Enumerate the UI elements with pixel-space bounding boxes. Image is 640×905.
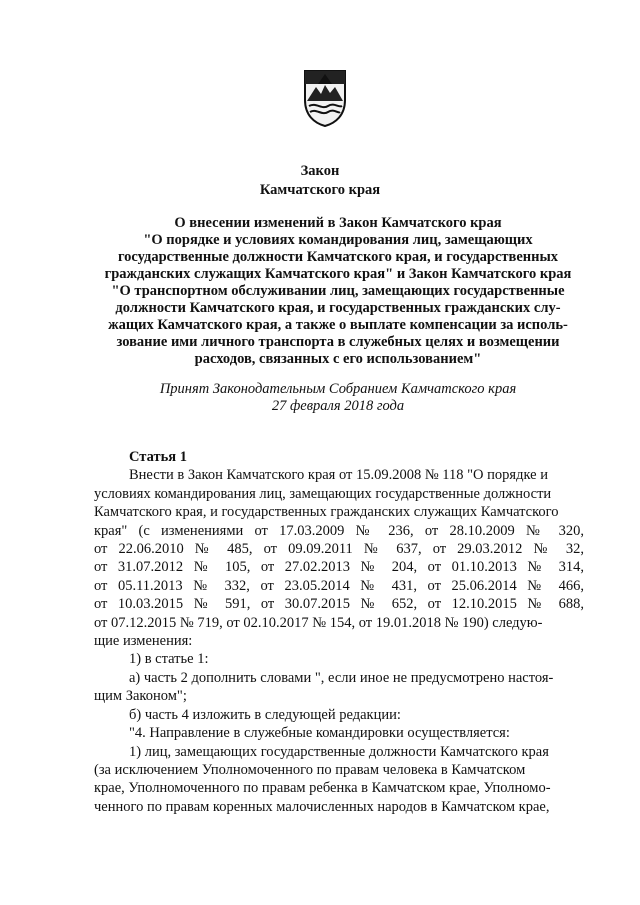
law-title-block (0, 162, 640, 200)
item-1a-line: щим Законом"; (94, 688, 187, 705)
item-1a (94, 669, 584, 706)
intro-line: края" (с изменениями от 17.03.2009 № 236, от 28.10.2009 № 320, (94, 522, 584, 539)
coat-of-arms-emblem (302, 68, 348, 128)
intro-line: от 05.11.2013 № 332, от 23.05.2014 № 431, от 25.06.2014 № 466, (94, 577, 584, 594)
intro-line: щие изменения: (94, 633, 193, 650)
intro-line: Камчатского края, и государственных гражданских служащих Камчатского (94, 504, 559, 521)
subject-line: жащих Камчатского края, а также о выплате компенсации за исполь- (108, 317, 568, 333)
quote-item-1 (94, 743, 584, 817)
adopted-by: Принят Законодательным Собранием Камчатского края (159, 381, 517, 397)
quote-line: 1) лиц, замещающих государственные должности Камчатского края (129, 743, 549, 760)
subject-line: должности Камчатского края, и государственных гражданских слу- (115, 300, 561, 316)
subject-line: "О порядке и условиях командирования лиц, замещающих (143, 232, 533, 248)
subject-line: расходов, связанных с его использованием" (194, 351, 482, 367)
subject-line: "О транспортном обслуживании лиц, замещающих государственные (111, 283, 565, 299)
subject-line: гражданских служащих Камчатского края" и Закон Камчатского края (104, 266, 572, 282)
law-title: Закон (300, 163, 340, 179)
adoption-note (86, 381, 590, 415)
intro-line: от 10.03.2015 № 591, от 30.07.2015 № 652, от 12.10.2015 № 688, (94, 596, 584, 613)
quote-line: крае, Уполномоченного по правам ребенка в Камчатском крае, Уполномо- (94, 780, 551, 797)
intro-line: Внести в Закон Камчатского края от 15.09.2008 № 118 "О порядке и (129, 467, 548, 484)
intro-line: от 07.12.2015 № 719, от 02.10.2017 № 154, от 19.01.2018 № 190) следую- (94, 614, 543, 631)
subject-line: зование ими личного транспорта в служебных целях и возмещении (116, 334, 560, 350)
intro-line: условиях командирования лиц, замещающих государственные должности (94, 485, 552, 502)
quote-start: "4. Направление в служебные командировки осуществляется: (129, 725, 510, 742)
intro-line: от 22.06.2010 № 485, от 09.09.2011 № 637, от 29.03.2012 № 32, (94, 541, 584, 558)
item-1b: б) часть 4 изложить в следующей редакции: (129, 706, 401, 723)
item-1: 1) в статье 1: (129, 651, 209, 668)
subject-line: государственные должности Камчатского края, и государственных (117, 249, 559, 265)
article-heading: Статья 1 (129, 449, 187, 465)
law-subject (86, 215, 590, 368)
quote-line: (за исключением Уполномоченного по правам человека в Камчатском (94, 761, 526, 778)
quote-line: ченного по правам коренных малочисленных народов в Камчатском крае, (94, 798, 550, 815)
intro-paragraph (94, 466, 584, 650)
article-body (94, 448, 584, 816)
law-region: Камчатского края (259, 182, 381, 198)
adopted-date: 27 февраля 2018 года (271, 398, 405, 414)
item-1a-line: а) часть 2 дополнить словами ", если иное не предусмотрено настоя- (129, 669, 554, 686)
subject-line: О внесении изменений в Закон Камчатского края (174, 215, 502, 231)
intro-line: от 31.07.2012 № 105, от 27.02.2013 № 204, от 01.10.2013 № 314, (94, 559, 584, 576)
